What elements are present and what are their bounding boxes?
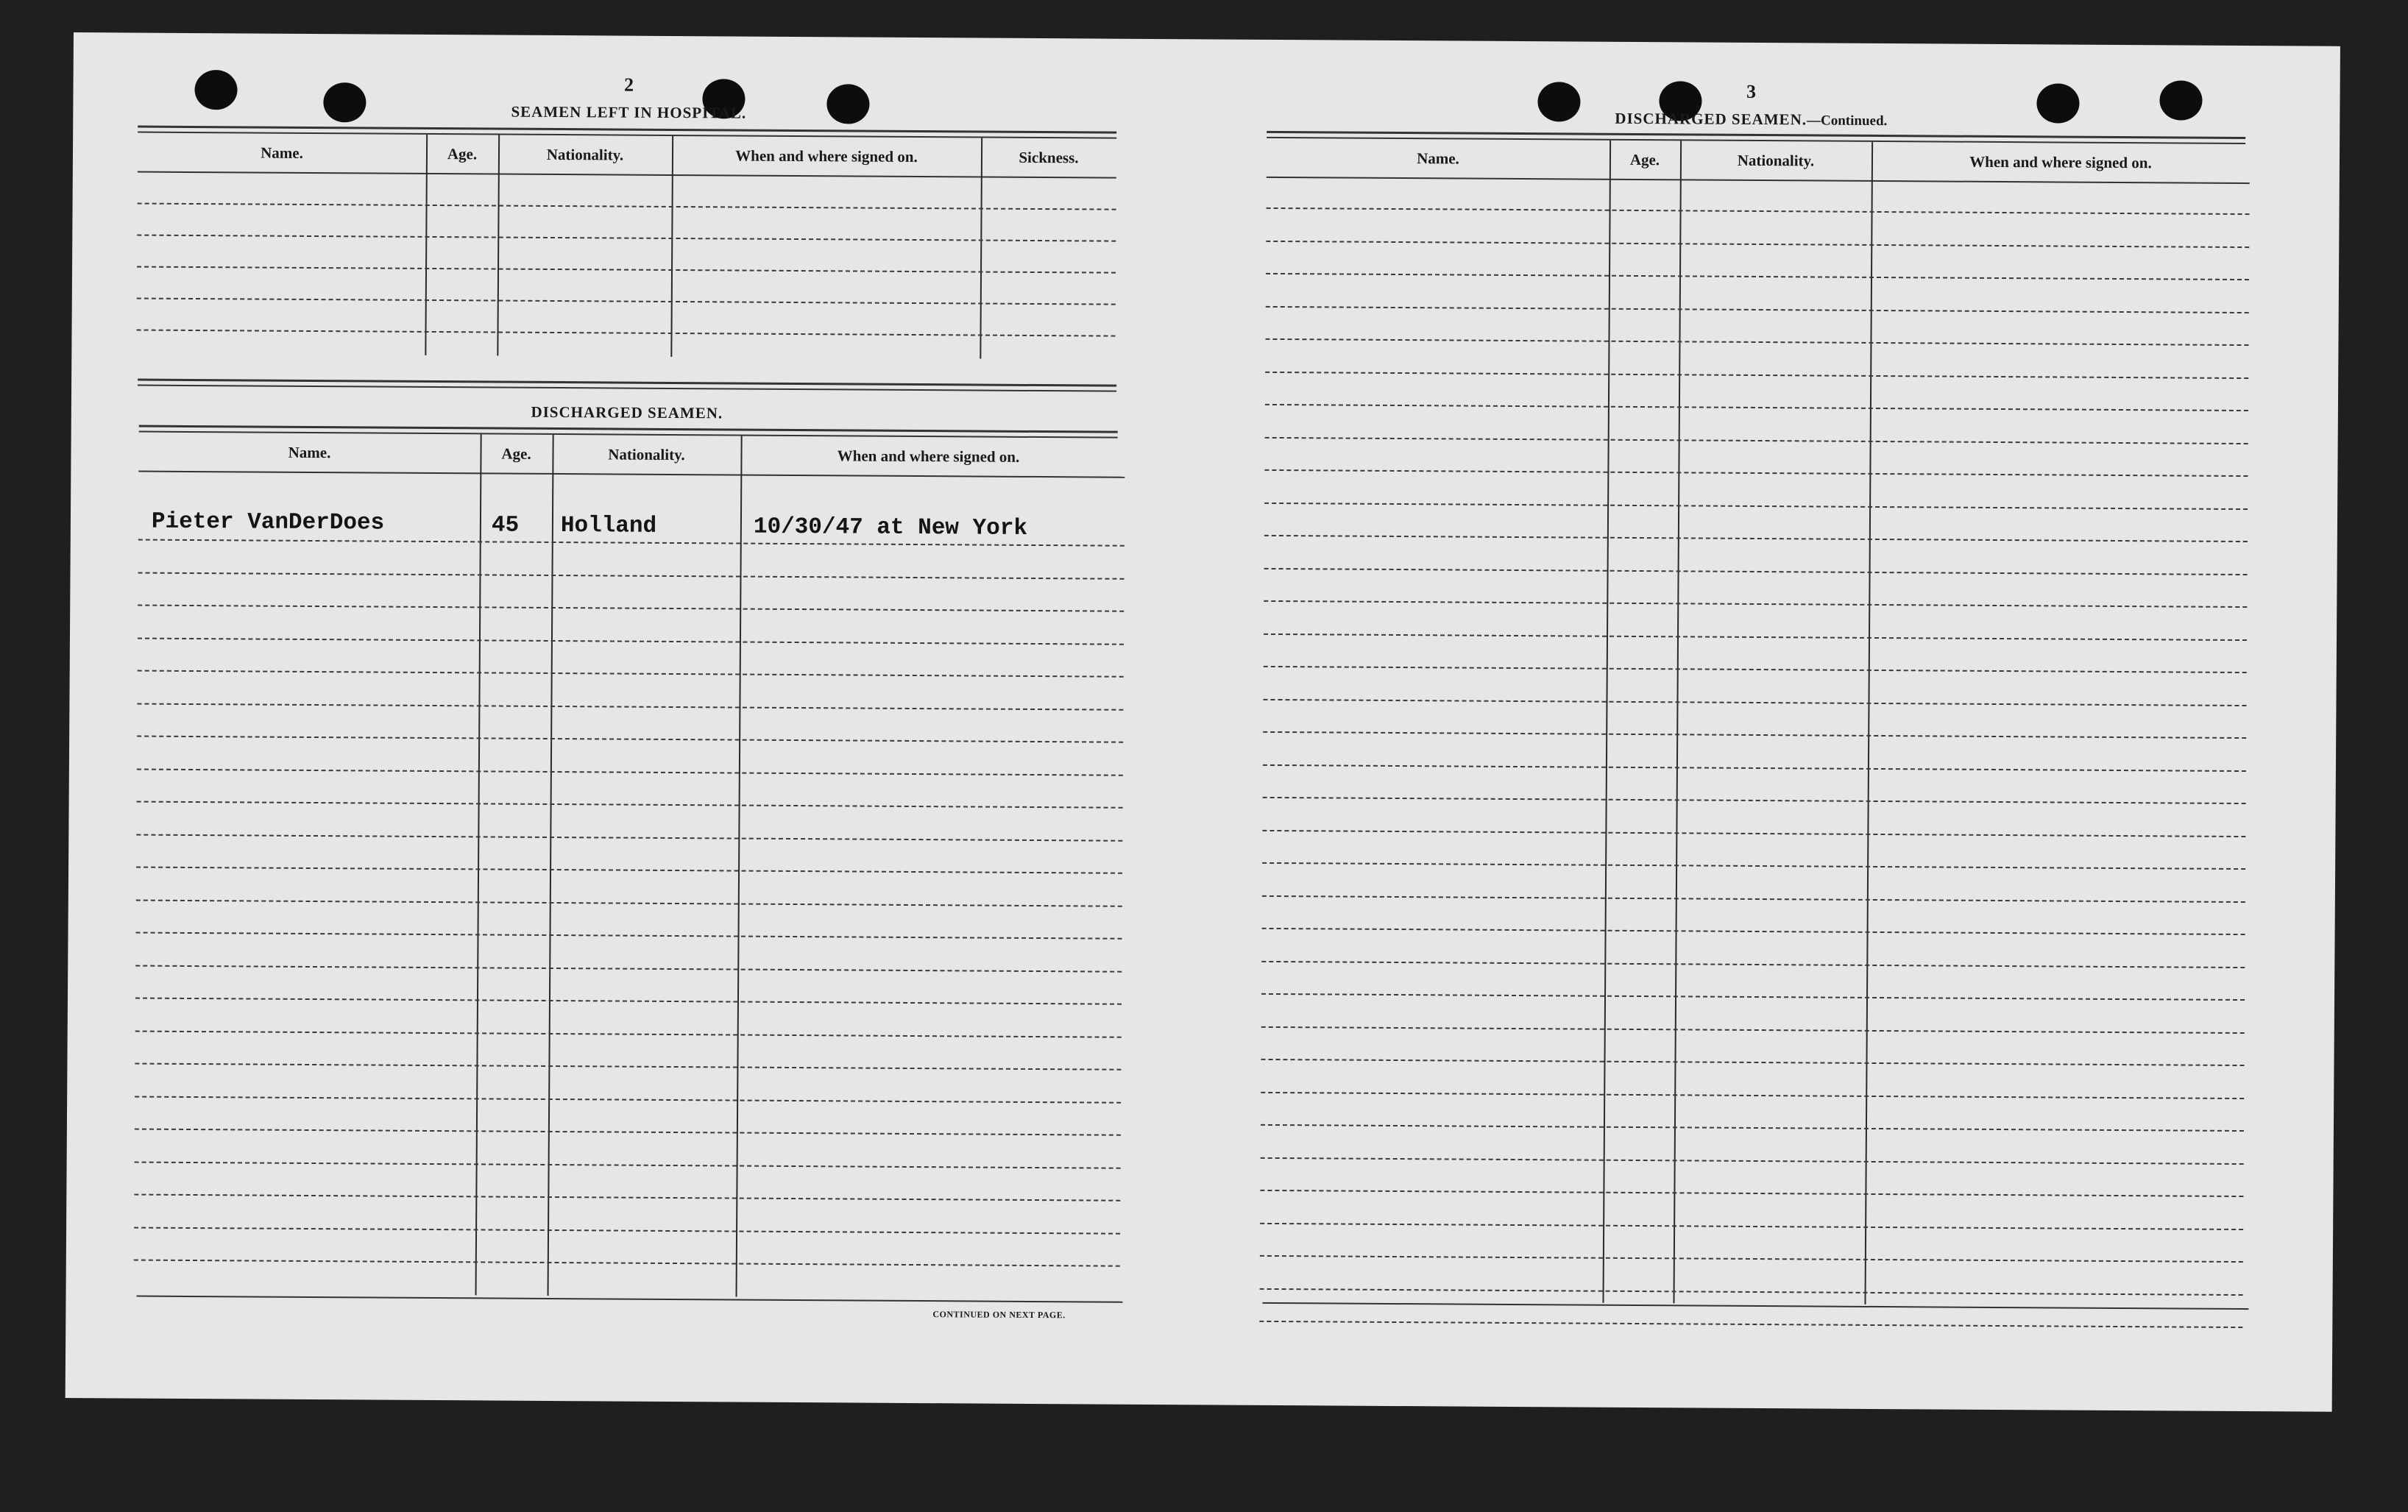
ruled-line bbox=[138, 572, 1125, 579]
discharged-table bbox=[133, 433, 1125, 1321]
ruled-line bbox=[135, 1030, 1122, 1037]
ruled-line bbox=[1262, 862, 2245, 870]
ruled-line bbox=[137, 801, 1123, 809]
ruled-line bbox=[1263, 797, 2246, 804]
ruled-line bbox=[135, 1129, 1121, 1136]
ruled-line bbox=[1262, 829, 2245, 837]
punch-hole bbox=[323, 82, 366, 122]
ruled-line bbox=[1266, 305, 2249, 313]
seaman-nationality: Holland bbox=[560, 513, 657, 539]
ruled-line bbox=[1265, 338, 2248, 346]
column-divider bbox=[548, 435, 554, 1296]
ruled-line bbox=[1261, 1026, 2245, 1033]
column-divider bbox=[980, 138, 982, 359]
discharged-continued-title bbox=[1545, 109, 1957, 129]
column-header-nationality: Nationality. bbox=[608, 445, 685, 464]
column-header-age: Age. bbox=[501, 444, 531, 463]
ruled-line bbox=[138, 637, 1124, 645]
column-divider bbox=[736, 436, 743, 1297]
punch-hole bbox=[826, 84, 869, 124]
ruled-line bbox=[1260, 1222, 2243, 1229]
ruled-line bbox=[137, 266, 1116, 274]
ruled-line bbox=[1264, 666, 2247, 673]
ruled-line bbox=[1263, 731, 2246, 739]
discharged-section-title: DISCHARGED SEAMEN. bbox=[531, 402, 723, 422]
column-divider bbox=[475, 434, 482, 1295]
ruled-line bbox=[1260, 1288, 2243, 1295]
title-text: DISCHARGED SEAMEN. bbox=[1615, 109, 1807, 129]
ruled-line bbox=[1264, 567, 2248, 575]
column-header-nationality: Nationality. bbox=[546, 145, 624, 164]
ruled-line bbox=[1262, 895, 2245, 902]
ruled-line bbox=[1260, 1190, 2243, 1197]
ruled-line bbox=[1265, 404, 2248, 411]
ruled-line bbox=[1259, 1321, 2242, 1328]
ruled-line bbox=[138, 670, 1124, 678]
column-header-name: Name. bbox=[288, 443, 331, 462]
ruled-line bbox=[137, 235, 1116, 242]
ruled-line bbox=[1264, 535, 2248, 542]
ruled-line bbox=[1266, 273, 2249, 280]
ruled-line bbox=[137, 298, 1116, 305]
ruled-line bbox=[135, 965, 1122, 972]
column-header-name: Name. bbox=[261, 143, 303, 162]
column-divider bbox=[670, 136, 673, 357]
column-header-age: Age. bbox=[447, 145, 478, 163]
ruled-line bbox=[137, 703, 1123, 710]
column-header-signed-on: When and where signed on. bbox=[1969, 152, 2152, 172]
seaman-name: Pieter VanDerDoes bbox=[151, 508, 385, 536]
ruled-line bbox=[1263, 698, 2246, 706]
ruled-line bbox=[1261, 1157, 2244, 1164]
seaman-age: 45 bbox=[491, 512, 520, 539]
ruled-line bbox=[135, 1161, 1121, 1168]
left-page bbox=[74, 32, 2340, 1321]
ruled-line bbox=[1261, 993, 2245, 1001]
column-header-age: Age. bbox=[1629, 150, 1660, 169]
ruled-line bbox=[137, 330, 1116, 337]
ruled-line bbox=[1264, 502, 2248, 509]
ruled-line bbox=[136, 834, 1122, 841]
ruled-line bbox=[1261, 960, 2245, 968]
ruled-line bbox=[1264, 469, 2248, 477]
ruled-line bbox=[138, 203, 1116, 210]
ruled-line bbox=[136, 899, 1122, 906]
ruled-line bbox=[1267, 207, 2250, 215]
ruled-line bbox=[136, 932, 1122, 940]
column-header-rule bbox=[138, 171, 1116, 179]
column-header-signed-on: When and where signed on. bbox=[735, 146, 918, 166]
column-divider bbox=[1602, 141, 1611, 1303]
ruled-line bbox=[138, 605, 1124, 612]
ruled-line bbox=[135, 1096, 1121, 1103]
ruled-line bbox=[1262, 928, 2245, 935]
ruled-line bbox=[134, 1260, 1120, 1267]
column-header-sickness: Sickness. bbox=[1019, 148, 1079, 167]
ruled-line bbox=[1261, 1059, 2244, 1066]
ruled-line bbox=[1265, 436, 2248, 444]
ruled-line bbox=[1266, 240, 2249, 247]
column-divider bbox=[425, 135, 428, 355]
column-divider bbox=[497, 135, 500, 356]
punch-hole bbox=[2036, 83, 2079, 123]
column-divider bbox=[1864, 142, 1873, 1305]
column-header-rule bbox=[138, 471, 1125, 478]
continued-footnote: CONTINUED ON NEXT PAGE. bbox=[932, 1309, 1066, 1321]
page-number: 2 bbox=[623, 74, 634, 96]
discharged-continued-table bbox=[1259, 138, 2250, 1329]
column-header-signed-on: When and where signed on. bbox=[837, 447, 1020, 466]
section-rule bbox=[138, 379, 1116, 392]
ruled-line bbox=[136, 867, 1122, 874]
document-sheet bbox=[65, 32, 2340, 1412]
ruled-line bbox=[1260, 1255, 2243, 1263]
ruled-line bbox=[1261, 1091, 2244, 1098]
ruled-line bbox=[137, 768, 1123, 775]
ruled-line bbox=[137, 736, 1123, 743]
ruled-line bbox=[1263, 764, 2246, 771]
ruled-line bbox=[134, 1227, 1120, 1234]
seaman-signed-on: 10/30/47 at New York bbox=[753, 514, 1028, 542]
ruled-line bbox=[1265, 371, 2248, 378]
column-divider bbox=[1673, 141, 1682, 1303]
ruled-line bbox=[1264, 633, 2247, 640]
title-suffix: —Continued. bbox=[1806, 113, 1888, 129]
hospital-section-title: SEAMEN LEFT IN HOSPITAL. bbox=[511, 102, 747, 122]
punch-hole bbox=[2159, 80, 2202, 120]
ruled-line bbox=[134, 1194, 1120, 1202]
ruled-line bbox=[1264, 600, 2247, 608]
column-header-name: Name. bbox=[1417, 149, 1459, 168]
ruled-line bbox=[135, 998, 1122, 1005]
page-number: 3 bbox=[1746, 80, 1757, 102]
column-header-nationality: Nationality. bbox=[1737, 151, 1815, 170]
punch-hole bbox=[194, 70, 237, 110]
column-header-rule bbox=[1267, 177, 2250, 184]
ruled-line bbox=[1261, 1124, 2244, 1132]
ruled-line bbox=[135, 1063, 1121, 1071]
hospital-table bbox=[136, 133, 1116, 375]
